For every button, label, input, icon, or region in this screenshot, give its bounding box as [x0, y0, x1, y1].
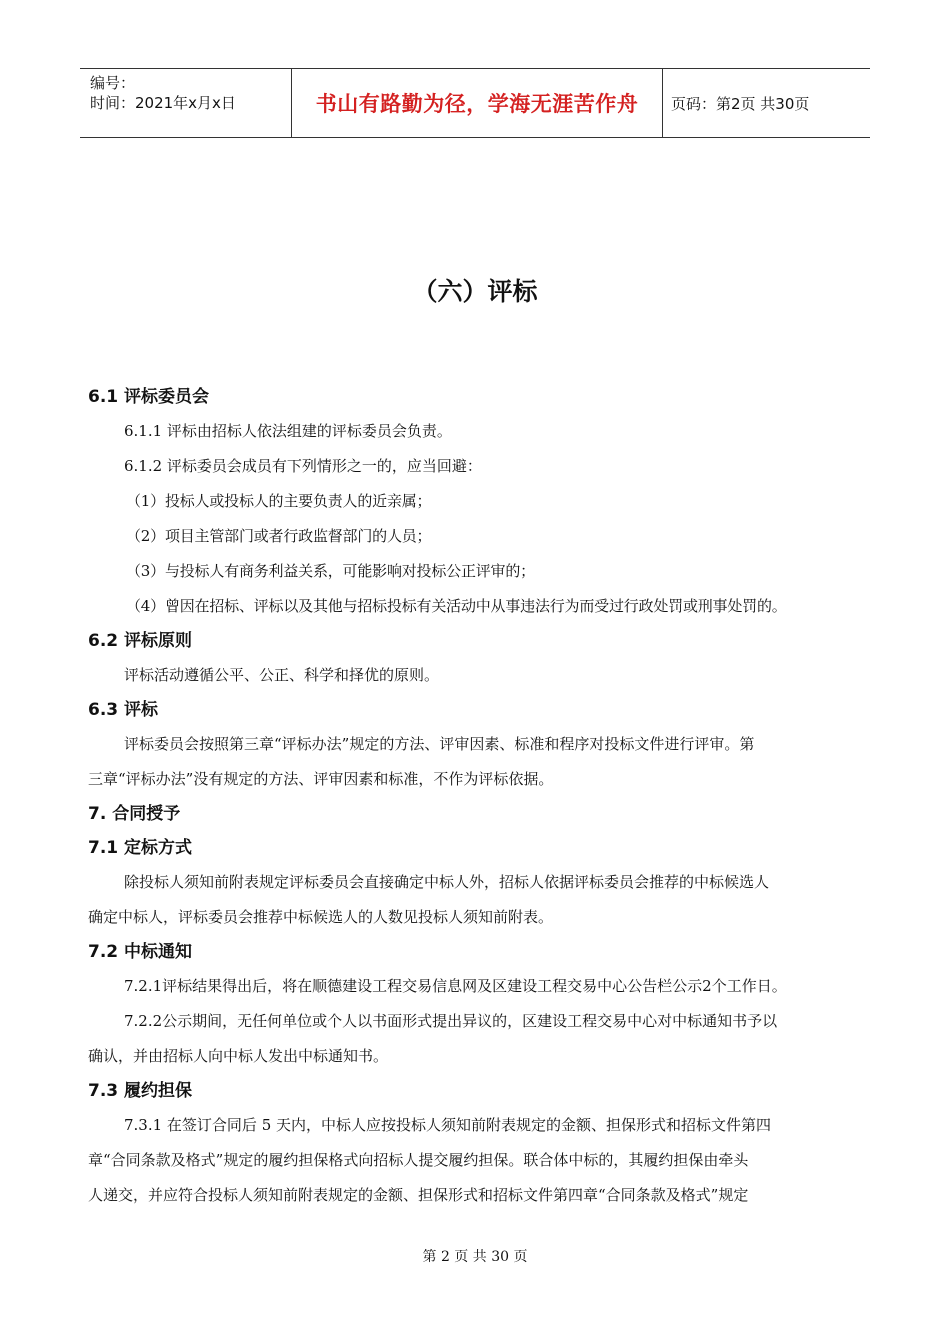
header-time: 时间：2021年x月x日: [90, 94, 236, 112]
section-heading: 7.3 履约担保: [88, 1081, 193, 1101]
paragraph: 6.1.1 评标由招标人依法组建的评标委员会负责。: [124, 422, 452, 440]
paragraph: （1）投标人或投标人的主要负责人的近亲属；: [126, 492, 432, 510]
header-page-info: 页码：第2页 共30页: [671, 94, 810, 113]
paragraph: 6.1.2 评标委员会成员有下列情形之一的，应当回避：: [124, 457, 482, 475]
section-heading: 6.2 评标原则: [88, 631, 193, 651]
paragraph: 除投标人须知前附表规定评标委员会直接确定中标人外，招标人依据评标委员会推荐的中标候选人: [124, 873, 770, 891]
paragraph: 章“合同条款及格式”规定的履约担保格式向招标人提交履约担保。联合体中标的，其履约担保由牵头: [88, 1151, 749, 1169]
paragraph: （4）曾因在招标、评标以及其他与招标投标有关活动中从事违法行为而受过行政处罚或刑事处罚的。: [126, 597, 787, 615]
page-header: [80, 68, 870, 138]
paragraph: 确认，并由招标人向中标人发出中标通知书。: [88, 1047, 389, 1065]
paragraph: （3）与投标人有商务利益关系，可能影响对投标公正评审的；: [126, 562, 535, 580]
paragraph: 三章“评标办法”没有规定的方法、评审因素和标准，不作为评标依据。: [88, 770, 554, 788]
section-heading: 6.1 评标委员会: [88, 387, 210, 407]
section-heading: 7. 合同授予: [88, 804, 181, 824]
header-number: 编号：: [90, 74, 136, 92]
paragraph: 评标活动遵循公平、公正、科学和择优的原则。: [124, 666, 440, 684]
paragraph: 人递交，并应符合投标人须知前附表规定的金额、担保形式和招标文件第四章“合同条款及格式”规定: [88, 1186, 749, 1204]
paragraph: 7.2.2公示期间，无任何单位或个人以书面形式提出异议的，区建设工程交易中心对中标通知书予以: [124, 1012, 778, 1030]
document-title: （六）评标: [412, 277, 538, 306]
section-heading: 7.1 定标方式: [88, 838, 193, 858]
paragraph: 7.3.1 在签订合同后 5 天内，中标人应按投标人须知前附表规定的金额、担保形式和招标文件第四: [124, 1116, 772, 1134]
paragraph: 确定中标人，评标委员会推荐中标候选人的人数见投标人须知前附表。: [88, 908, 554, 926]
section-heading: 6.3 评标: [88, 700, 159, 720]
header-motto: 书山有路勤为径，学海无涯苦作舟: [292, 69, 663, 137]
paragraph: （2）项目主管部门或者行政监督部门的人员；: [126, 527, 432, 545]
section-heading: 7.2 中标通知: [88, 942, 193, 962]
paragraph: 评标委员会按照第三章“评标办法”规定的方法、评审因素、标准和程序对投标文件进行评审。第: [124, 735, 755, 753]
paragraph: 7.2.1评标结果得出后，将在顺德建设工程交易信息网及区建设工程交易中心公告栏公示2个工作日。: [124, 977, 787, 995]
header-meta: [80, 69, 292, 137]
page-footer: 第 2 页 共 30 页: [422, 1249, 528, 1265]
document-body: [88, 380, 868, 1213]
